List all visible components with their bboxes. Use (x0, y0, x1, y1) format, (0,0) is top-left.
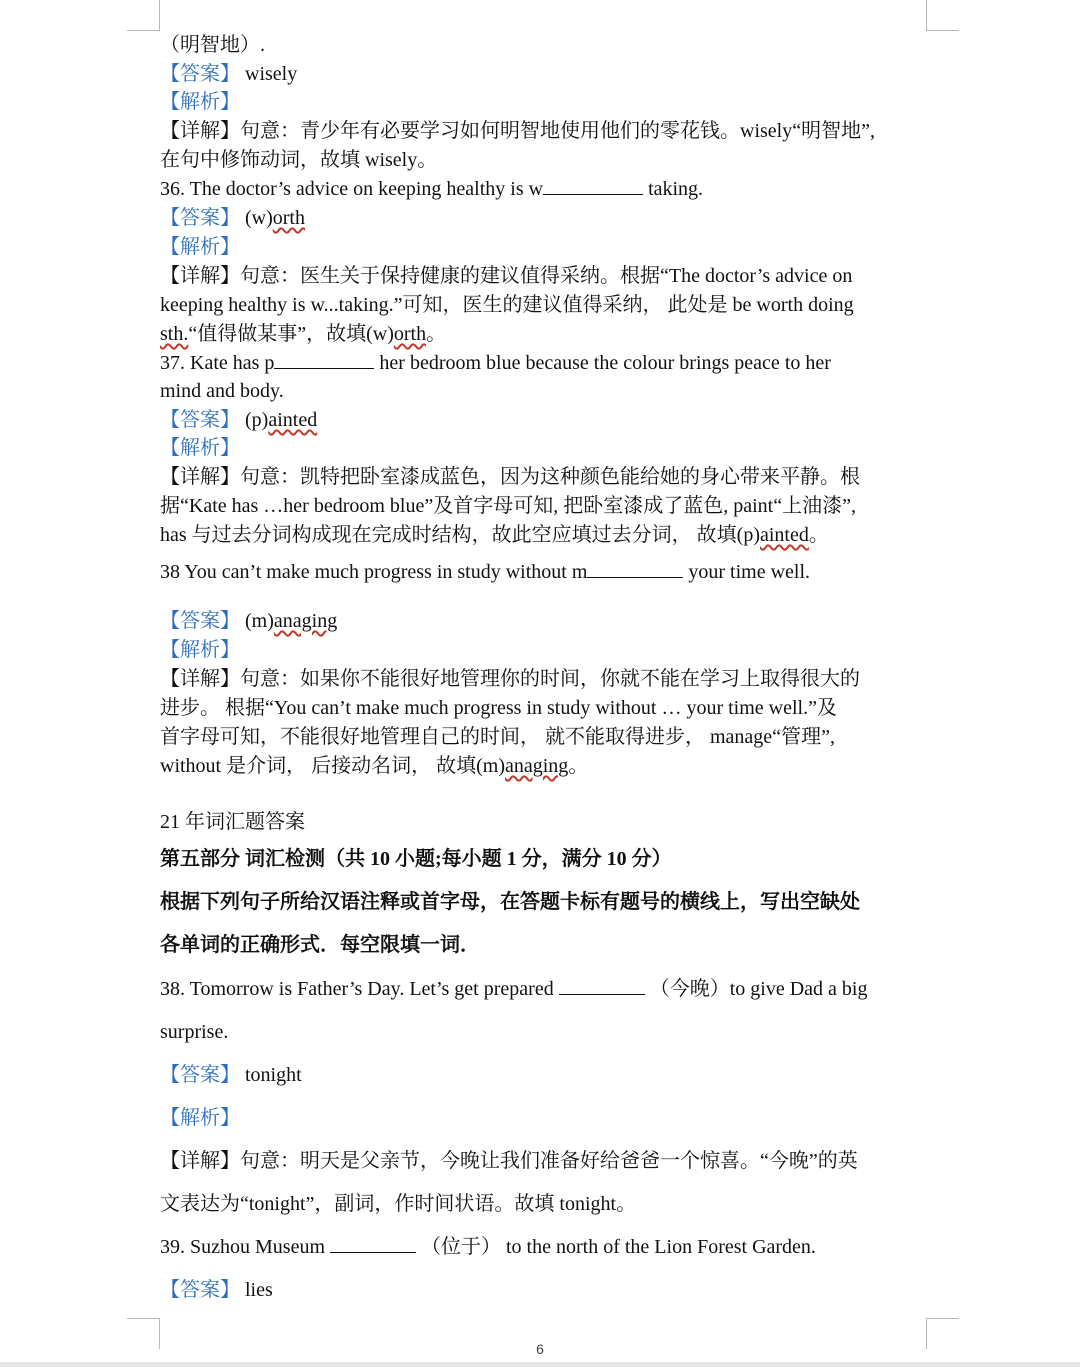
q37-stem (160, 350, 831, 376)
q36-answer-prefix: (w) (245, 207, 273, 229)
q37-answer-prefix: (p) (245, 409, 269, 431)
q38b-stem-text: （今晚）to give Dad a big (649, 978, 868, 1000)
q37-stem-line2: mind and body. (160, 380, 284, 402)
q36-answer: orth (272, 207, 305, 229)
section-part-title: 第五部分 词汇检测（共 10 小题;每小题 1 分，满分 10 分） (160, 848, 672, 870)
q37-detail-line: 【详解】句意：凯特把卧室漆成蓝色，因为这种颜色能给她的身心带来平静。根 (160, 466, 860, 488)
q38-detail-text: 。 (568, 755, 589, 777)
q37-answer: ainted (268, 409, 318, 431)
answer-blank (559, 976, 645, 995)
q37-detail-text: ainted (759, 524, 809, 546)
q36-detail-line (160, 321, 446, 347)
q35-stem-tail: （明智地）. (160, 34, 265, 56)
q38-stem-text: your time well. (688, 561, 811, 583)
q36-detail-text: “值得做某事”，故填(w) (188, 323, 394, 345)
q38b-answer: tonight (245, 1064, 302, 1086)
q36-detail-line: 【详解】句意：医生关于保持健康的建议值得采纳。根据“The doctor’s advice on (160, 265, 853, 287)
q38-detail-line: 【详解】句意：如果你不能很好地管理你的时间，你就不能在学习上取得很大的 (160, 668, 860, 690)
q39-answer-line (160, 1277, 273, 1303)
q37-answer-line (160, 407, 317, 433)
q36-detail-line: keeping healthy is w...taking.”可知，医生的建议值得采纳， 此处是 be worth doing (160, 294, 854, 316)
q36-detail-text: sth. (160, 323, 189, 345)
q37-stem-text: her bedroom blue because the colour brings peace to her (379, 352, 831, 374)
q38-analysis-tag: 【解析】 (160, 639, 240, 661)
q38b-stem-line2: surprise. (160, 1021, 229, 1043)
q38-detail-text: without 是介词， 后接动名词， 故填(m) (160, 755, 505, 777)
q38b-detail-line: 文表达为“tonight”，副词，作时间状语。故填 tonight。 (160, 1193, 637, 1215)
q37-stem-text: 37. Kate has p (160, 352, 275, 374)
answer-tag: 【答案】 (160, 610, 240, 632)
q39-stem (160, 1234, 816, 1260)
q38-answer-line (160, 608, 337, 634)
q38-detail-text: anaging (505, 755, 569, 777)
q36-detail-text: 。 (426, 323, 447, 345)
crop-mark-top-right (926, 0, 959, 31)
q38-detail-line (160, 753, 588, 779)
q35-answer: wisely (245, 63, 298, 85)
q35-analysis-tag: 【解析】 (160, 91, 240, 113)
q38-answer: anaging (273, 610, 338, 632)
q36-analysis-tag: 【解析】 (160, 236, 240, 258)
q37-detail-text: has 与过去分词构成现在完成时结构，故此空应填过去分词， 故填(p) (160, 524, 760, 546)
page-number: 6 (536, 1341, 544, 1357)
answer-tag: 【答案】 (160, 207, 240, 229)
q38-stem (160, 559, 810, 585)
q36-answer-line (160, 205, 305, 231)
answer-tag: 【答案】 (160, 409, 240, 431)
q38-detail-line: 进步。 根据“You can’t make much progress in study without … your time well.”及 (160, 697, 837, 719)
q38b-answer-line (160, 1062, 302, 1088)
q37-detail-line: 据“Kate has …her bedroom blue”及首字母可知, 把卧室漆成了蓝色, paint“上油漆”, (160, 495, 856, 517)
q37-analysis-tag: 【解析】 (160, 437, 240, 459)
q38b-stem-text: 38. Tomorrow is Father’s Day. Let’s get prepared (160, 978, 554, 1000)
answer-tag: 【答案】 (160, 63, 240, 85)
q35-detail-line: 【详解】句意：青少年有必要学习如何明智地使用他们的零花钱。wisely“明智地”, (160, 120, 875, 142)
q35-answer-line (160, 61, 297, 87)
section-year-title: 21 年词汇题答案 (160, 811, 305, 833)
q38b-analysis-tag: 【解析】 (160, 1107, 240, 1129)
answer-blank (587, 559, 683, 578)
q38-answer-prefix: (m) (245, 610, 274, 632)
section-instruction: 各单词的正确形式．每空限填一词． (160, 934, 480, 956)
q36-detail-text: orth (393, 323, 427, 345)
q38-detail-line: 首字母可知，不能很好地管理自己的时间， 就不能取得进步， manage“管理”, (160, 726, 835, 748)
q38-stem-text: 38 You can’t make much progress in study without m (160, 561, 588, 583)
q39-stem-text: （位于） to the north of the Lion Forest Garden. (421, 1236, 816, 1258)
answer-blank (330, 1234, 416, 1253)
answer-blank (543, 176, 643, 195)
q36-stem (160, 176, 703, 202)
section-instruction: 根据下列句子所给汉语注释或首字母，在答题卡标有题号的横线上，写出空缺处 (160, 891, 860, 913)
answer-tag: 【答案】 (160, 1064, 240, 1086)
answer-blank (274, 350, 374, 369)
q37-detail-line (160, 522, 829, 548)
answer-tag: 【答案】 (160, 1279, 240, 1301)
footer-bar (0, 1362, 1080, 1367)
q35-detail-line: 在句中修饰动词，故填 wisely。 (160, 149, 438, 171)
q36-stem-text: taking. (648, 178, 704, 200)
crop-mark-top-left (127, 0, 160, 31)
q36-stem-text: 36. The doctor’s advice on keeping healthy is w (160, 178, 544, 200)
q39-answer: lies (245, 1279, 273, 1301)
q38b-detail-line: 【详解】句意：明天是父亲节，今晚让我们准备好给爸爸一个惊喜。“今晚”的英 (160, 1150, 858, 1172)
q39-stem-text: 39. Suzhou Museum (160, 1236, 325, 1258)
q38b-stem (160, 976, 867, 1002)
q37-detail-text: 。 (808, 524, 829, 546)
